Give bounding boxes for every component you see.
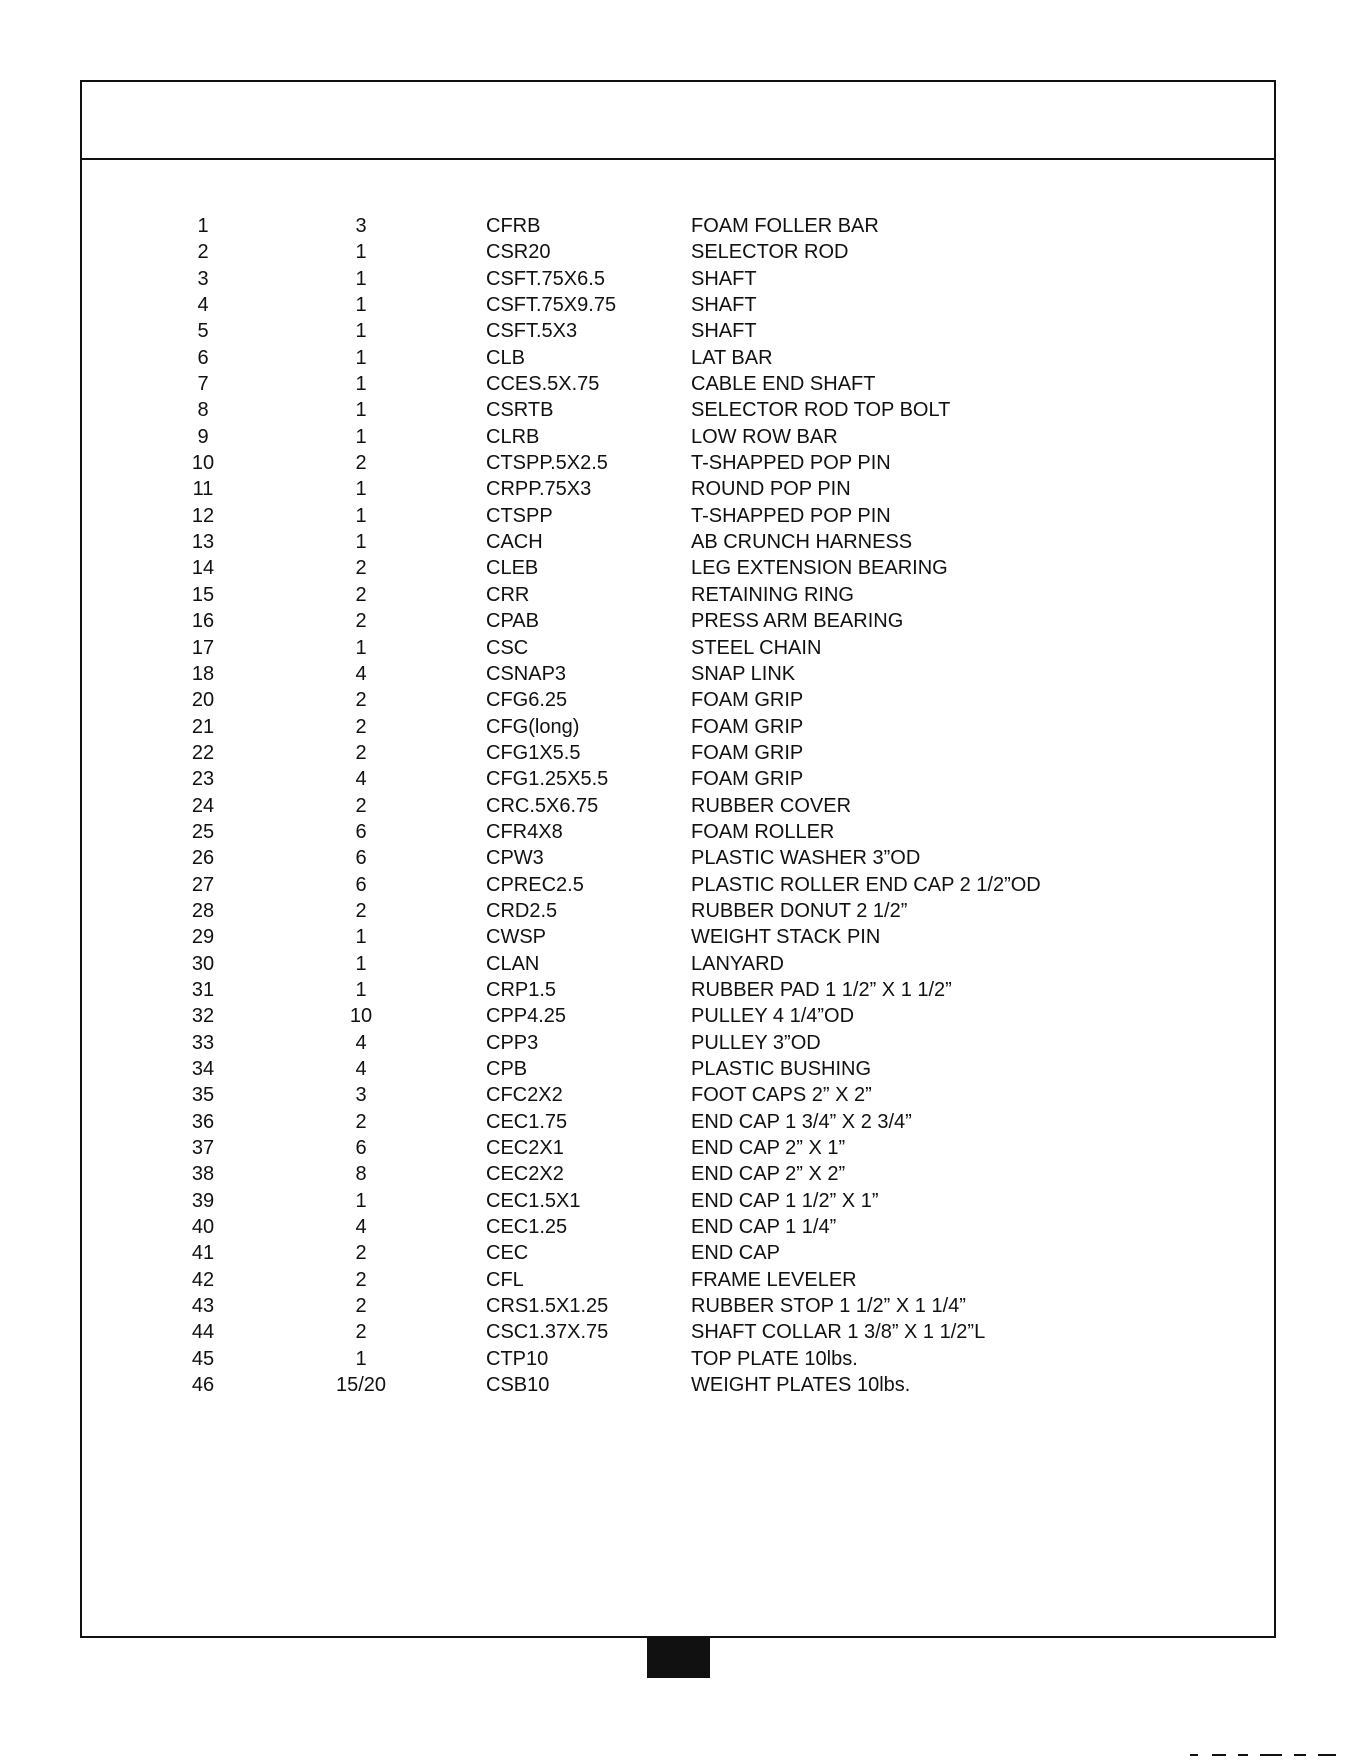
part-number: 12 <box>191 504 215 527</box>
part-quantity: 1 <box>355 531 367 554</box>
part-number: 16 <box>191 610 215 633</box>
part-code: CPB <box>486 1058 528 1080</box>
parts-row <box>170 608 1041 634</box>
parts-row <box>170 1161 1041 1187</box>
part-number: 22 <box>191 741 215 764</box>
part-code: CLRB <box>486 425 540 448</box>
parts-row <box>170 1030 1041 1056</box>
part-number: 4 <box>197 294 209 317</box>
parts-row <box>170 951 1041 977</box>
parts-list-body <box>170 213 1041 1398</box>
parts-row <box>170 687 1041 713</box>
header-band <box>82 82 1274 160</box>
part-quantity: 2 <box>355 899 367 922</box>
part-quantity: 1 <box>355 320 367 343</box>
part-code: CEC1.5X1 <box>486 1189 581 1212</box>
part-code: CFR4X8 <box>486 820 563 843</box>
part-number: 26 <box>191 847 215 870</box>
parts-row <box>170 397 1041 423</box>
part-quantity: 1 <box>355 978 367 1001</box>
part-number: 13 <box>191 531 215 554</box>
part-code: CEC1.25 <box>486 1216 568 1239</box>
part-description: PRESS ARM BEARING <box>691 610 904 633</box>
part-quantity: 6 <box>355 873 367 896</box>
parts-row <box>170 635 1041 661</box>
part-number: 17 <box>191 636 215 659</box>
part-number: 43 <box>191 1295 215 1318</box>
parts-row <box>170 766 1041 792</box>
part-quantity: 2 <box>355 1321 367 1344</box>
part-code: CSB10 <box>486 1374 550 1397</box>
part-code: CEC2X2 <box>486 1163 564 1186</box>
part-code: CEC <box>486 1242 529 1265</box>
part-number: 10 <box>191 452 215 475</box>
part-description: STEEL CHAIN <box>691 636 822 659</box>
part-quantity: 1 <box>355 952 367 975</box>
part-description: LEG EXTENSION BEARING <box>691 557 948 580</box>
part-description: END CAP 1 3/4” X 2 3/4” <box>691 1110 912 1133</box>
part-quantity: 2 <box>355 1110 367 1133</box>
part-code: CRPP.75X3 <box>486 478 592 501</box>
part-quantity: 15/20 <box>335 1374 387 1397</box>
part-number: 33 <box>191 1031 215 1054</box>
part-description: T-SHAPPED POP PIN <box>691 452 891 475</box>
parts-row <box>170 898 1041 924</box>
parts-row <box>170 1346 1041 1372</box>
part-number: 42 <box>191 1268 215 1291</box>
parts-row <box>170 1056 1041 1082</box>
part-description: WEIGHT STACK PIN <box>691 926 881 949</box>
parts-row <box>170 793 1041 819</box>
part-code: CSFT.75X9.75 <box>486 294 617 317</box>
parts-row <box>170 371 1041 397</box>
part-code: CPP3 <box>486 1031 539 1054</box>
part-number: 40 <box>191 1216 215 1239</box>
part-code: CFC2X2 <box>486 1084 563 1107</box>
part-description: AB CRUNCH HARNESS <box>691 531 913 554</box>
part-number: 9 <box>197 425 209 448</box>
parts-row <box>170 318 1041 344</box>
part-quantity: 6 <box>355 847 367 870</box>
part-code: CFG6.25 <box>486 689 568 712</box>
part-number: 8 <box>197 399 209 422</box>
part-code: CRC.5X6.75 <box>486 794 599 817</box>
part-description: FOOT CAPS 2” X 2” <box>691 1084 872 1107</box>
part-number: 11 <box>192 478 214 501</box>
part-quantity: 1 <box>355 267 367 290</box>
part-code: CSFT.75X6.5 <box>486 267 605 290</box>
part-quantity: 2 <box>355 583 367 606</box>
parts-row <box>170 1372 1041 1398</box>
part-number: 24 <box>191 794 215 817</box>
part-code: CRP1.5 <box>486 978 557 1001</box>
parts-row <box>170 845 1041 871</box>
parts-row <box>170 450 1041 476</box>
part-code: CSR20 <box>486 241 551 264</box>
part-number: 28 <box>191 899 215 922</box>
part-code: CTP10 <box>486 1347 549 1370</box>
parts-row <box>170 819 1041 845</box>
part-quantity: 2 <box>355 715 367 738</box>
part-description: PLASTIC BUSHING <box>691 1058 872 1080</box>
part-quantity: 3 <box>355 215 367 237</box>
part-code: CLAN <box>486 952 540 975</box>
part-number: 21 <box>191 715 215 738</box>
part-code: CSC1.37X.75 <box>486 1321 609 1344</box>
part-number: 14 <box>191 557 215 580</box>
part-quantity: 4 <box>355 1058 367 1080</box>
part-number: 36 <box>191 1110 215 1133</box>
part-description: CABLE END SHAFT <box>691 373 876 396</box>
parts-row <box>170 503 1041 529</box>
part-number: 15 <box>191 583 215 606</box>
part-description: FOAM GRIP <box>691 715 804 738</box>
part-quantity: 1 <box>355 926 367 949</box>
part-number: 1 <box>197 215 209 237</box>
part-description: PLASTIC WASHER 3”OD <box>691 847 921 870</box>
part-number: 41 <box>191 1242 215 1265</box>
parts-row <box>170 1267 1041 1293</box>
parts-row <box>170 924 1041 950</box>
part-quantity: 1 <box>355 346 367 369</box>
part-quantity: 4 <box>355 768 367 791</box>
part-description: FOAM GRIP <box>691 741 804 764</box>
part-code: CRD2.5 <box>486 899 558 922</box>
part-code: CEC2X1 <box>486 1137 564 1160</box>
part-number: 20 <box>191 689 215 712</box>
part-description: SHAFT COLLAR 1 3/8” X 1 1/2”L <box>691 1321 986 1344</box>
part-number: 31 <box>191 978 215 1001</box>
parts-row <box>170 582 1041 608</box>
part-number: 27 <box>191 873 215 896</box>
part-code: CTSPP <box>486 504 553 527</box>
parts-row <box>170 1188 1041 1214</box>
part-code: CFG1.25X5.5 <box>486 768 609 791</box>
part-code: CWSP <box>486 926 546 949</box>
part-quantity: 2 <box>355 610 367 633</box>
part-code: CFG(long) <box>486 715 580 738</box>
parts-row <box>170 292 1041 318</box>
part-quantity: 2 <box>355 1242 367 1265</box>
part-description: FOAM GRIP <box>691 689 804 712</box>
part-code: CRR <box>486 583 530 606</box>
part-description: WEIGHT PLATES 10lbs. <box>691 1374 911 1397</box>
parts-row <box>170 740 1041 766</box>
part-quantity: 1 <box>355 1347 367 1370</box>
part-description: FOAM GRIP <box>691 768 804 791</box>
part-quantity: 8 <box>355 1163 367 1186</box>
part-code: CACH <box>486 531 543 554</box>
part-number: 3 <box>197 267 209 290</box>
part-quantity: 3 <box>355 1084 367 1107</box>
part-code: CFL <box>486 1268 524 1291</box>
part-code: CEC1.75 <box>486 1110 568 1133</box>
part-quantity: 1 <box>355 241 367 264</box>
part-description: RETAINING RING <box>691 583 854 606</box>
part-description: RUBBER PAD 1 1/2” X 1 1/2” <box>691 978 952 1001</box>
part-number: 6 <box>197 346 209 369</box>
part-quantity: 2 <box>355 794 367 817</box>
part-description: LAT BAR <box>691 346 773 369</box>
part-description: SELECTOR ROD <box>691 241 849 264</box>
part-quantity: 6 <box>355 820 367 843</box>
edge-marks <box>1190 1752 1350 1758</box>
part-quantity: 1 <box>355 504 367 527</box>
part-number: 34 <box>191 1058 215 1080</box>
part-number: 39 <box>191 1189 215 1212</box>
parts-row <box>170 213 1041 239</box>
parts-row <box>170 1082 1041 1108</box>
part-quantity: 2 <box>355 689 367 712</box>
part-description: END CAP 2” X 2” <box>691 1163 846 1186</box>
part-description: LANYARD <box>691 952 784 975</box>
part-number: 44 <box>191 1321 215 1344</box>
part-number: 35 <box>191 1084 215 1107</box>
part-description: SHAFT <box>691 320 757 343</box>
part-code: CPREC2.5 <box>486 873 584 896</box>
parts-row <box>170 1293 1041 1319</box>
part-number: 2 <box>197 241 209 264</box>
part-quantity: 4 <box>355 1216 367 1239</box>
part-quantity: 1 <box>355 636 367 659</box>
page-number-tab <box>647 1638 710 1678</box>
part-number: 45 <box>191 1347 215 1370</box>
part-description: SNAP LINK <box>691 662 796 685</box>
parts-row <box>170 661 1041 687</box>
part-description: LOW ROW BAR <box>691 425 838 448</box>
part-quantity: 1 <box>355 373 367 396</box>
parts-row <box>170 555 1041 581</box>
part-description: TOP PLATE 10lbs. <box>691 1347 858 1370</box>
part-number: 30 <box>191 952 215 975</box>
part-number: 29 <box>191 926 215 949</box>
part-number: 5 <box>197 320 209 343</box>
part-quantity: 10 <box>349 1005 373 1028</box>
part-description: FOAM FOLLER BAR <box>691 215 879 237</box>
part-description: END CAP 1 1/2” X 1” <box>691 1189 879 1212</box>
parts-row <box>170 977 1041 1003</box>
parts-row <box>170 239 1041 265</box>
part-description: SELECTOR ROD TOP BOLT <box>691 399 951 422</box>
part-code: CLEB <box>486 557 539 580</box>
part-quantity: 1 <box>355 478 367 501</box>
part-number: 7 <box>197 373 209 396</box>
part-quantity: 2 <box>355 1268 367 1291</box>
part-description: PULLEY 3”OD <box>691 1031 821 1054</box>
part-number: 18 <box>191 662 215 685</box>
part-code: CSFT.5X3 <box>486 320 578 343</box>
part-number: 23 <box>191 768 215 791</box>
part-description: RUBBER STOP 1 1/2” X 1 1/4” <box>691 1295 966 1318</box>
parts-row <box>170 714 1041 740</box>
parts-row <box>170 1214 1041 1240</box>
part-code: CSC <box>486 636 529 659</box>
part-quantity: 2 <box>355 1295 367 1318</box>
parts-row <box>170 424 1041 450</box>
part-description: SHAFT <box>691 294 757 317</box>
part-code: CFG1X5.5 <box>486 741 581 764</box>
part-quantity: 2 <box>355 741 367 764</box>
part-code: CSNAP3 <box>486 662 567 685</box>
part-quantity: 1 <box>355 294 367 317</box>
part-code: CRS1.5X1.25 <box>486 1295 609 1318</box>
part-description: RUBBER COVER <box>691 794 852 817</box>
parts-row <box>170 1109 1041 1135</box>
parts-row <box>170 345 1041 371</box>
part-code: CCES.5X.75 <box>486 373 600 396</box>
part-number: 25 <box>191 820 215 843</box>
part-code: CTSPP.5X2.5 <box>486 452 608 475</box>
part-description: PULLEY 4 1/4”OD <box>691 1005 855 1028</box>
part-description: SHAFT <box>691 267 757 290</box>
part-description: END CAP 2” X 1” <box>691 1137 846 1160</box>
part-description: ROUND POP PIN <box>691 478 851 501</box>
part-number: 37 <box>191 1137 215 1160</box>
part-description: FRAME LEVELER <box>691 1268 857 1291</box>
part-description: T-SHAPPED POP PIN <box>691 504 891 527</box>
part-description: RUBBER DONUT 2 1/2” <box>691 899 908 922</box>
part-quantity: 2 <box>355 557 367 580</box>
part-code: CPP4.25 <box>486 1005 567 1028</box>
part-code: CSRTB <box>486 399 554 422</box>
part-number: 38 <box>191 1163 215 1186</box>
parts-row <box>170 1240 1041 1266</box>
parts-row <box>170 1135 1041 1161</box>
parts-row <box>170 872 1041 898</box>
part-code: CLB <box>486 346 525 369</box>
part-quantity: 4 <box>355 662 367 685</box>
part-description: FOAM ROLLER <box>691 820 835 843</box>
part-number: 32 <box>191 1005 215 1028</box>
part-description: PLASTIC ROLLER END CAP 2 1/2”OD <box>691 873 1041 896</box>
parts-list-table <box>170 213 1041 1398</box>
part-number: 46 <box>191 1374 215 1397</box>
parts-row <box>170 476 1041 502</box>
parts-row <box>170 1003 1041 1029</box>
part-description: END CAP 1 1/4” <box>691 1216 837 1239</box>
part-description: END CAP <box>691 1242 780 1265</box>
parts-row <box>170 1319 1041 1345</box>
part-quantity: 1 <box>355 1189 367 1212</box>
part-code: CPW3 <box>486 847 544 870</box>
parts-row <box>170 529 1041 555</box>
part-quantity: 1 <box>355 399 367 422</box>
parts-row <box>170 266 1041 292</box>
part-quantity: 2 <box>355 452 367 475</box>
part-quantity: 6 <box>355 1137 367 1160</box>
part-quantity: 4 <box>355 1031 367 1054</box>
part-code: CFRB <box>486 215 541 237</box>
part-quantity: 1 <box>355 425 367 448</box>
part-code: CPAB <box>486 610 539 633</box>
